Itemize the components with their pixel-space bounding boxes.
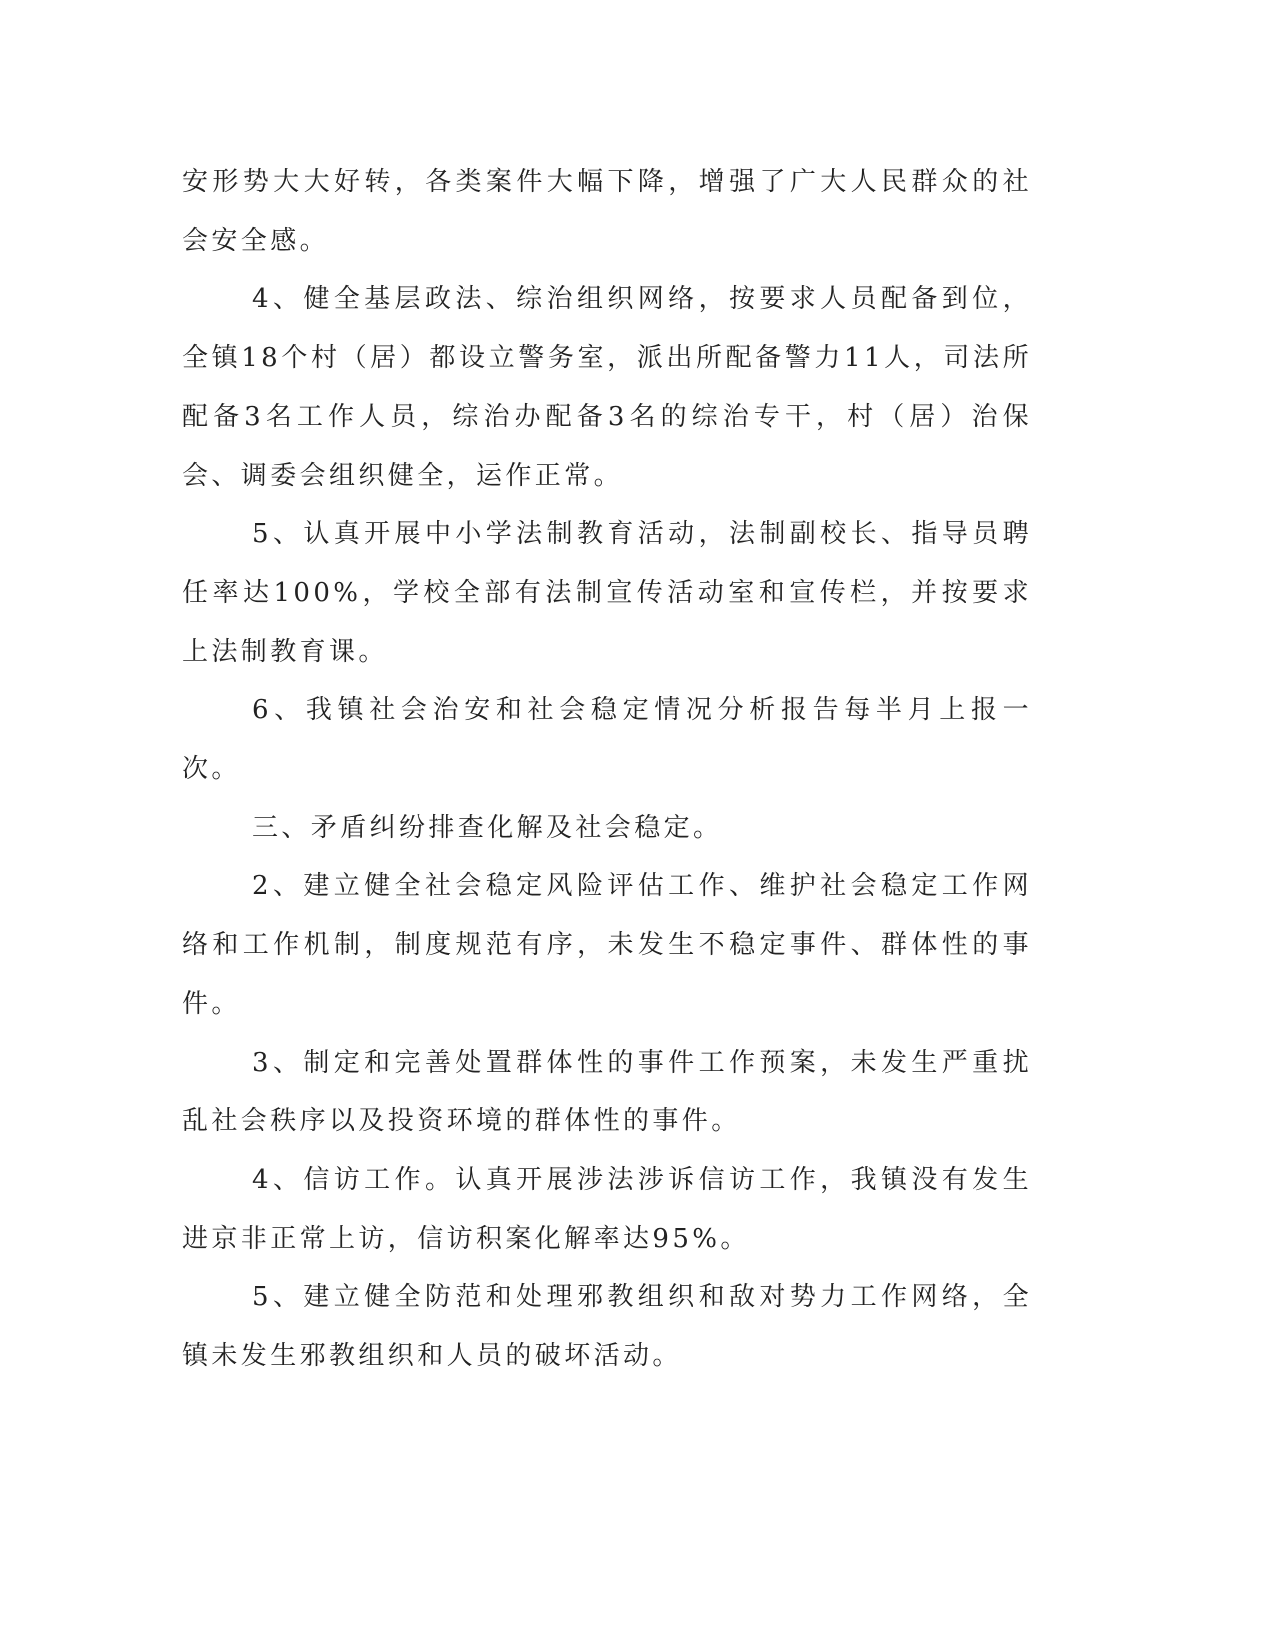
- section-heading-3: 三、矛盾纠纷排查化解及社会稳定。: [252, 812, 723, 843]
- paragraph-item-5-prevention: 5、建立健全防范和处理邪教组织和敌对势力工作网络，全镇未发生邪教组织和人员的破坏活动。: [182, 1282, 1032, 1372]
- document-page: [182, 153, 1032, 1386]
- paragraph-item-4-petition: 4、信访工作。认真开展涉法涉诉信访工作，我镇没有发生进京非正常上访，信访积案化解率达95%。: [182, 1164, 1032, 1254]
- paragraph-item-2-stability: 2、建立健全社会稳定风险评估工作、维护社会稳定工作网络和工作机制，制度规范有序，未发生不稳定事件、群体性的事件。: [182, 871, 1032, 1019]
- paragraph-item-3-contingency: 3、制定和完善处置群体性的事件工作预案，未发生严重扰乱社会秩序以及投资环境的群体性的事件。: [182, 1047, 1032, 1137]
- paragraph-item-6-report: 6、我镇社会治安和社会稳定情况分析报告每半月上报一次。: [182, 695, 1032, 785]
- paragraph-continuation: 安形势大大好转，各类案件大幅下降，增强了广大人民群众的社会安全感。: [182, 167, 1032, 256]
- paragraph-item-4-network: 4、健全基层政法、综治组织网络，按要求人员配备到位，全镇18个村（居）都设立警务室，派出所配备警力11人，司法所配备3名工作人员，综治办配备3名的综治专干，村（居）治保会、调委会组织健全，运作正常。: [182, 284, 1032, 491]
- paragraph-item-5-education: 5、认真开展中小学法制教育活动，法制副校长、指导员聘任率达100%，学校全部有法制宣传活动室和宣传栏，并按要求上法制教育课。: [182, 519, 1032, 667]
